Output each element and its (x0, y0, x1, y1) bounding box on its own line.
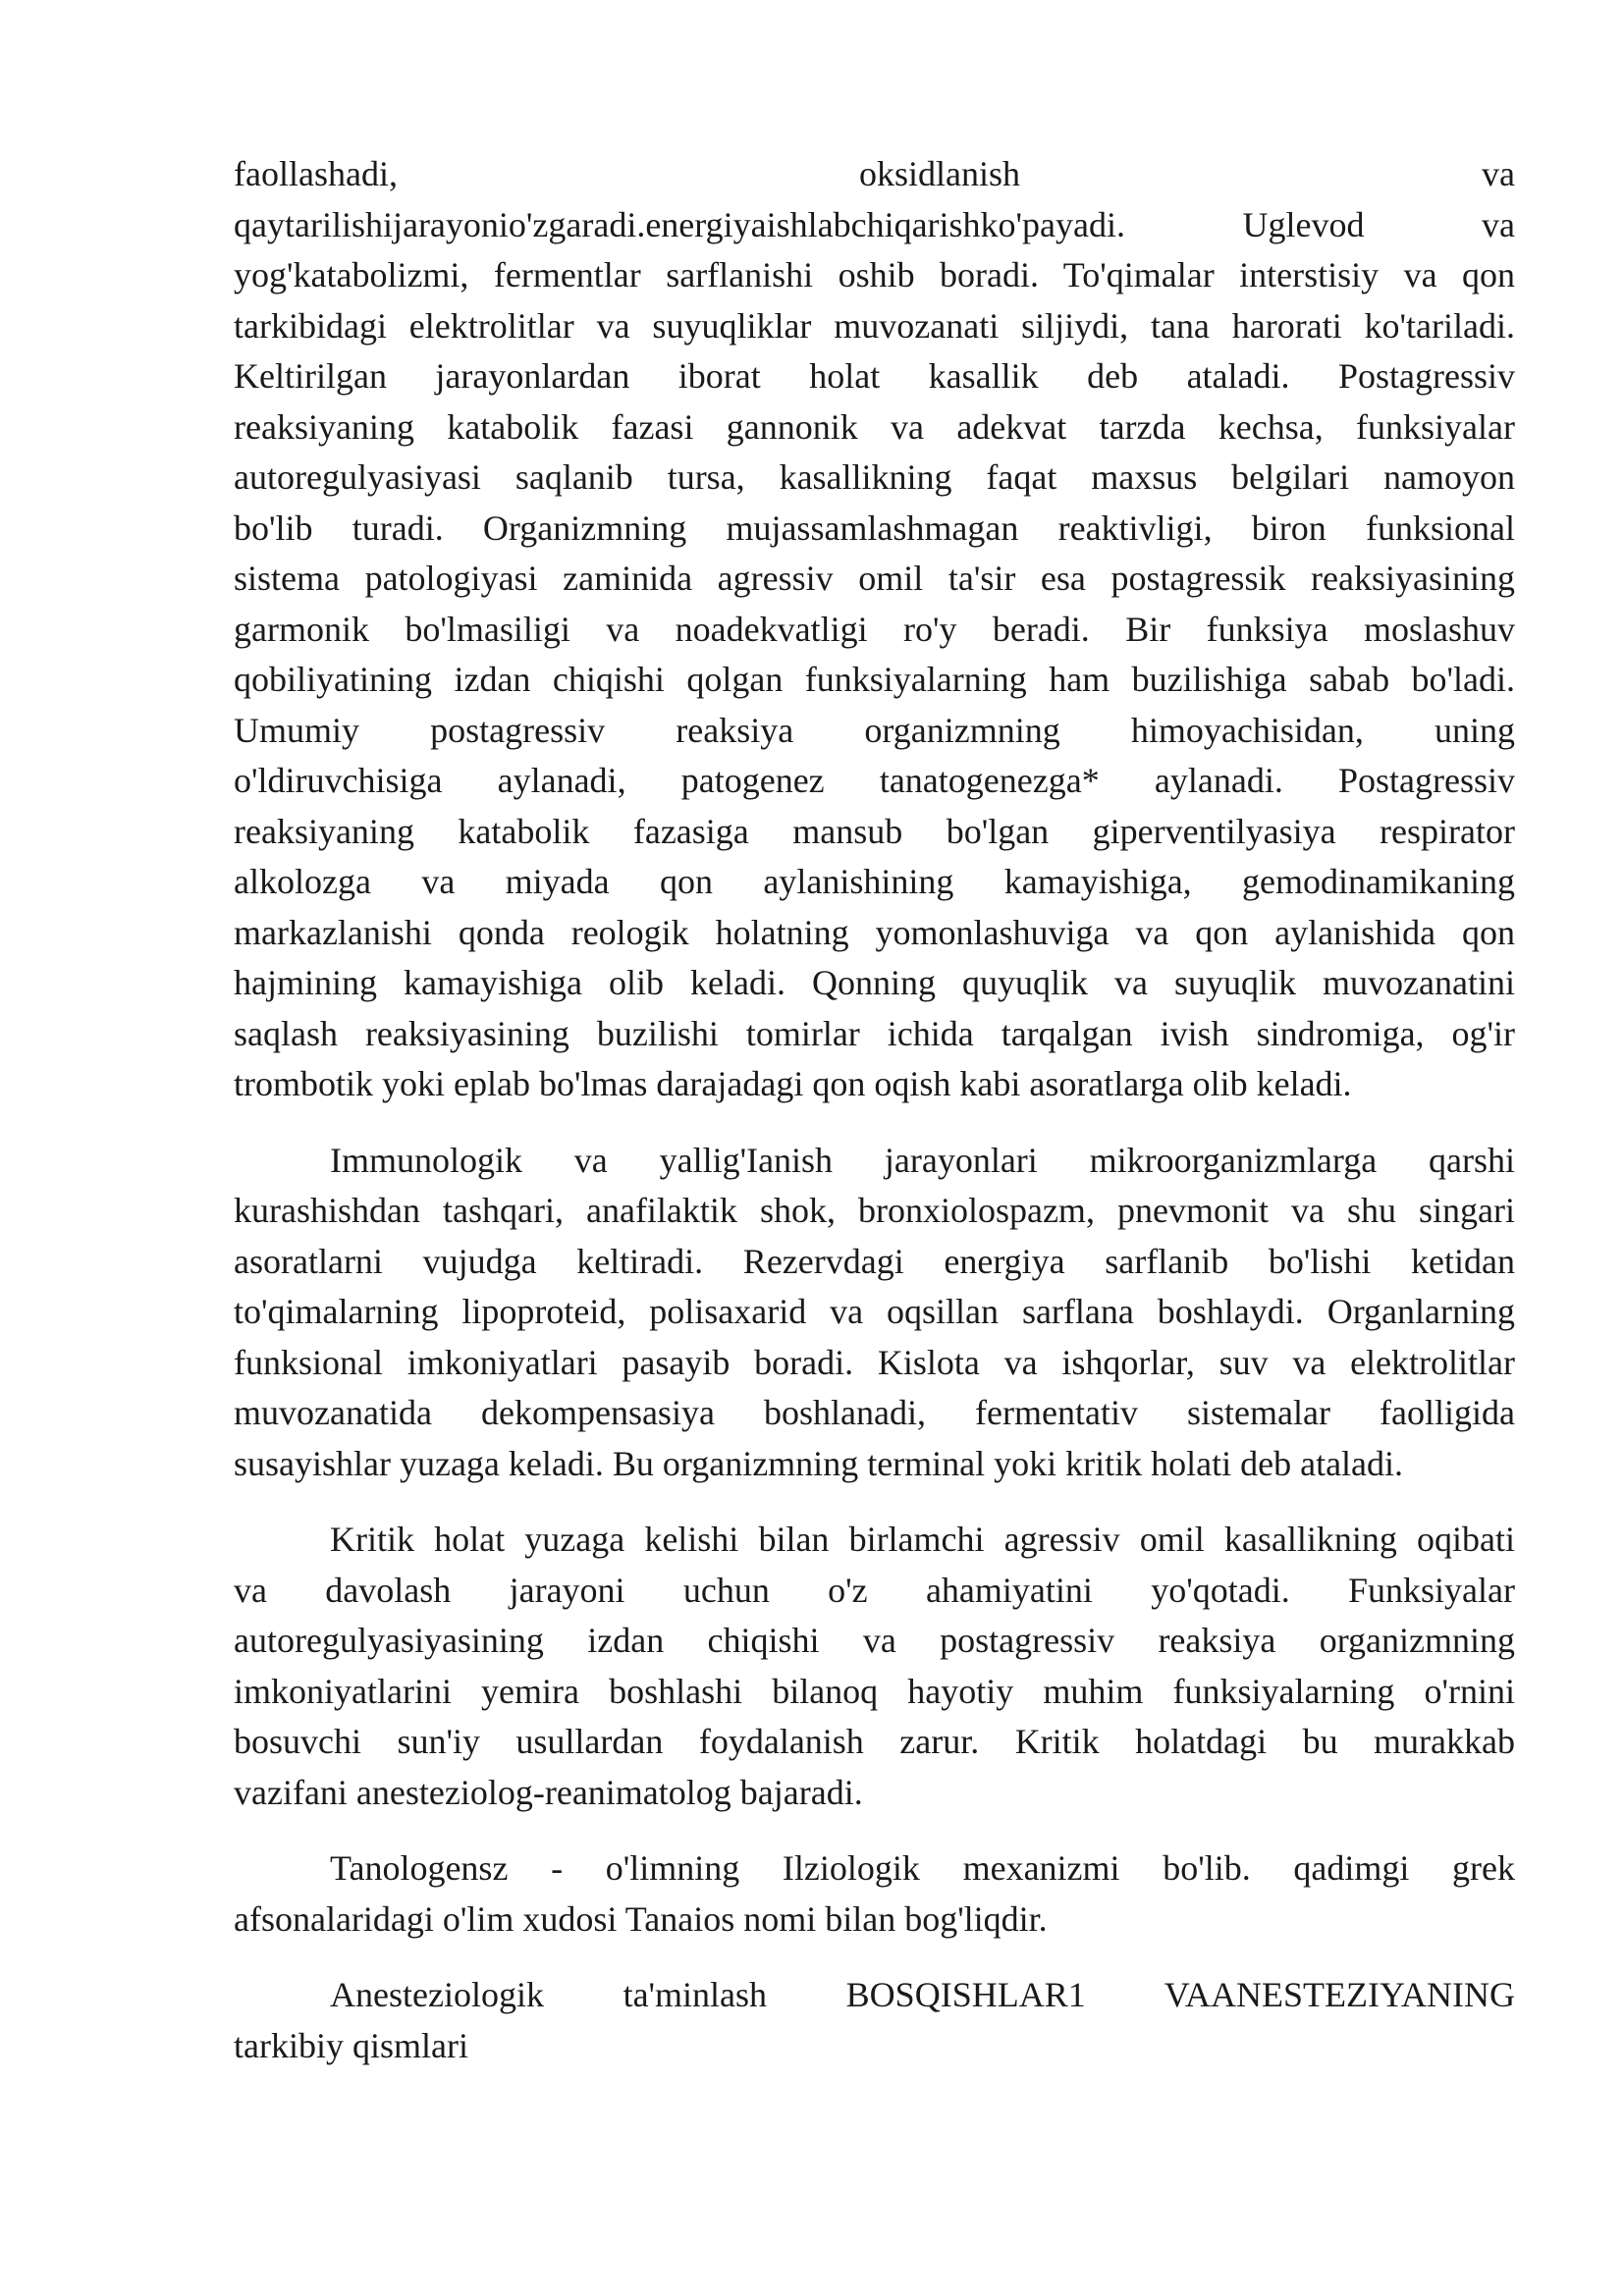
text-line: faollashadi, oksidlanish va (234, 154, 1515, 193)
text-line: va davolash jarayoni uchun o'z ahamiyatini yo'qotadi. Funksiyalar (234, 1570, 1515, 1610)
text-line: reaksiyaning katabolik fazasiga mansub bo'lgan giperventilyasiya respirator (234, 811, 1515, 851)
text-line: asoratlarni vujudga keltiradi. Rezervdagi energiya sarflanib bo'lishi ketidan (234, 1241, 1515, 1281)
text-line: Immunologik va yallig'Ianish jarayonlari mikroorganizmlarga qarshi (330, 1140, 1515, 1180)
text-line: tarkibidagi elektrolitlar va suyuqliklar muvozanati siljiydi, tana harorati ko'tariladi. (234, 305, 1515, 346)
text-line: qaytarilishijarayonio'zgaradi.energiyaishlabchiqarishko'payadi. Uglevod va (234, 204, 1515, 244)
text-line: saqlash reaksiyasining buzilishi tomirlar ichida tarqalgan ivish sindromiga, og'ir (234, 1013, 1515, 1053)
text-line: trombotik yoki eplab bo'lmas darajadagi qon oqish kabi asoratlarga olib keladi. (234, 1064, 1352, 1103)
text-line: Keltirilgan jarayonlardan iborat holat kasallik deb ataladi. Postagressiv (234, 356, 1515, 396)
text-line: tarkibiy qismlari (234, 2025, 468, 2065)
paragraph-4 (234, 1843, 1515, 1945)
text-line: hajmining kamayishiga olib keladi. Qonning quyuqlik va suyuqlik muvozanatini (234, 963, 1515, 1002)
paragraph-3 (234, 1515, 1515, 1818)
text-line: bosuvchi sun'iy usullardan foydalanish zarur. Kritik holatdagi bu murakkab (234, 1722, 1515, 1761)
text-line: autoregulyasiyasi saqlanib tursa, kasallikning faqat maxsus belgilari namoyon (234, 457, 1515, 497)
text-line: o'ldiruvchisiga aylanadi, patogenez tanatogenezga* aylanadi. Postagressiv (234, 761, 1515, 800)
text-line: autoregulyasiyasining izdan chiqishi va postagressiv reaksiya organizmning (234, 1621, 1515, 1660)
text-line: Anesteziologik ta'minlash BOSQISHLAR1 VAANESTEZIYANING (330, 1975, 1515, 2014)
paragraph-5 (234, 1970, 1515, 2071)
text-line: sistema patologiyasi zaminida agressiv omil ta'sir esa postagressik reaksiyasining (234, 559, 1515, 598)
text-line: muvozanatida dekompensasiya boshlanadi, fermentativ sistemalar faolligida (234, 1393, 1515, 1432)
text-line: vazifani anesteziolog-reanimatolog bajaradi. (234, 1772, 863, 1812)
text-line: reaksiyaning katabolik fazasi gannonik va adekvat tarzda kechsa, funksiyalar (234, 406, 1515, 447)
text-line: yog'katabolizmi, fermentlar sarflanishi oshib boradi. To'qimalar interstisiy va qon (234, 255, 1515, 294)
text-line: Tanologensz - o'limning Ilziologik mexanizmi bo'lib. qadimgi grek (330, 1848, 1515, 1888)
text-line: imkoniyatlarini yemira boshlashi bilanoq hayotiy muhim funksiyalarning o'rnini (234, 1671, 1515, 1711)
text-line: kurashishdan tashqari, anafilaktik shok, bronxiolospazm, pnevmonit va shu singari (234, 1191, 1515, 1230)
text-line: garmonik bo'lmasiligi va noadekvatligi ro'y beradi. Bir funksiya moslashuv (234, 609, 1515, 649)
text-line: afsonalaridagi o'lim xudosi Tanaios nomi bilan bog'liqdir. (234, 1898, 1048, 1939)
text-line: to'qimalarning lipoproteid, polisaxarid va oqsillan sarflana boshlaydi. Organlarning (234, 1292, 1515, 1331)
document-page (234, 149, 1515, 2071)
text-line: Umumiy postagressiv reaksiya organizmning himoyachisidan, uning (234, 710, 1515, 750)
text-line: alkolozga va miyada qon aylanishining kamayishiga, gemodinamikaning (234, 862, 1515, 901)
paragraph-1 (234, 149, 1515, 1110)
paragraph-2 (234, 1136, 1515, 1490)
text-line: Kritik holat yuzaga kelishi bilan birlamchi agressiv omil kasallikning oqibati (330, 1520, 1515, 1559)
text-line: bo'lib turadi. Organizmning mujassamlashmagan reaktivligi, biron funksional (234, 507, 1515, 548)
text-line: qobiliyatining izdan chiqishi qolgan funksiyalarning ham buzilishiga sabab bo'ladi. (234, 660, 1515, 699)
text-line: markazlanishi qonda reologik holatning yomonlashuviga va qon aylanishida qon (234, 912, 1515, 952)
text-line: funksional imkoniyatlari pasayib boradi. Kislota va ishqorlar, suv va elektrolitlar (234, 1342, 1515, 1382)
text-line: susayishlar yuzaga keladi. Bu organizmning terminal yoki kritik holati deb ataladi. (234, 1443, 1404, 1483)
